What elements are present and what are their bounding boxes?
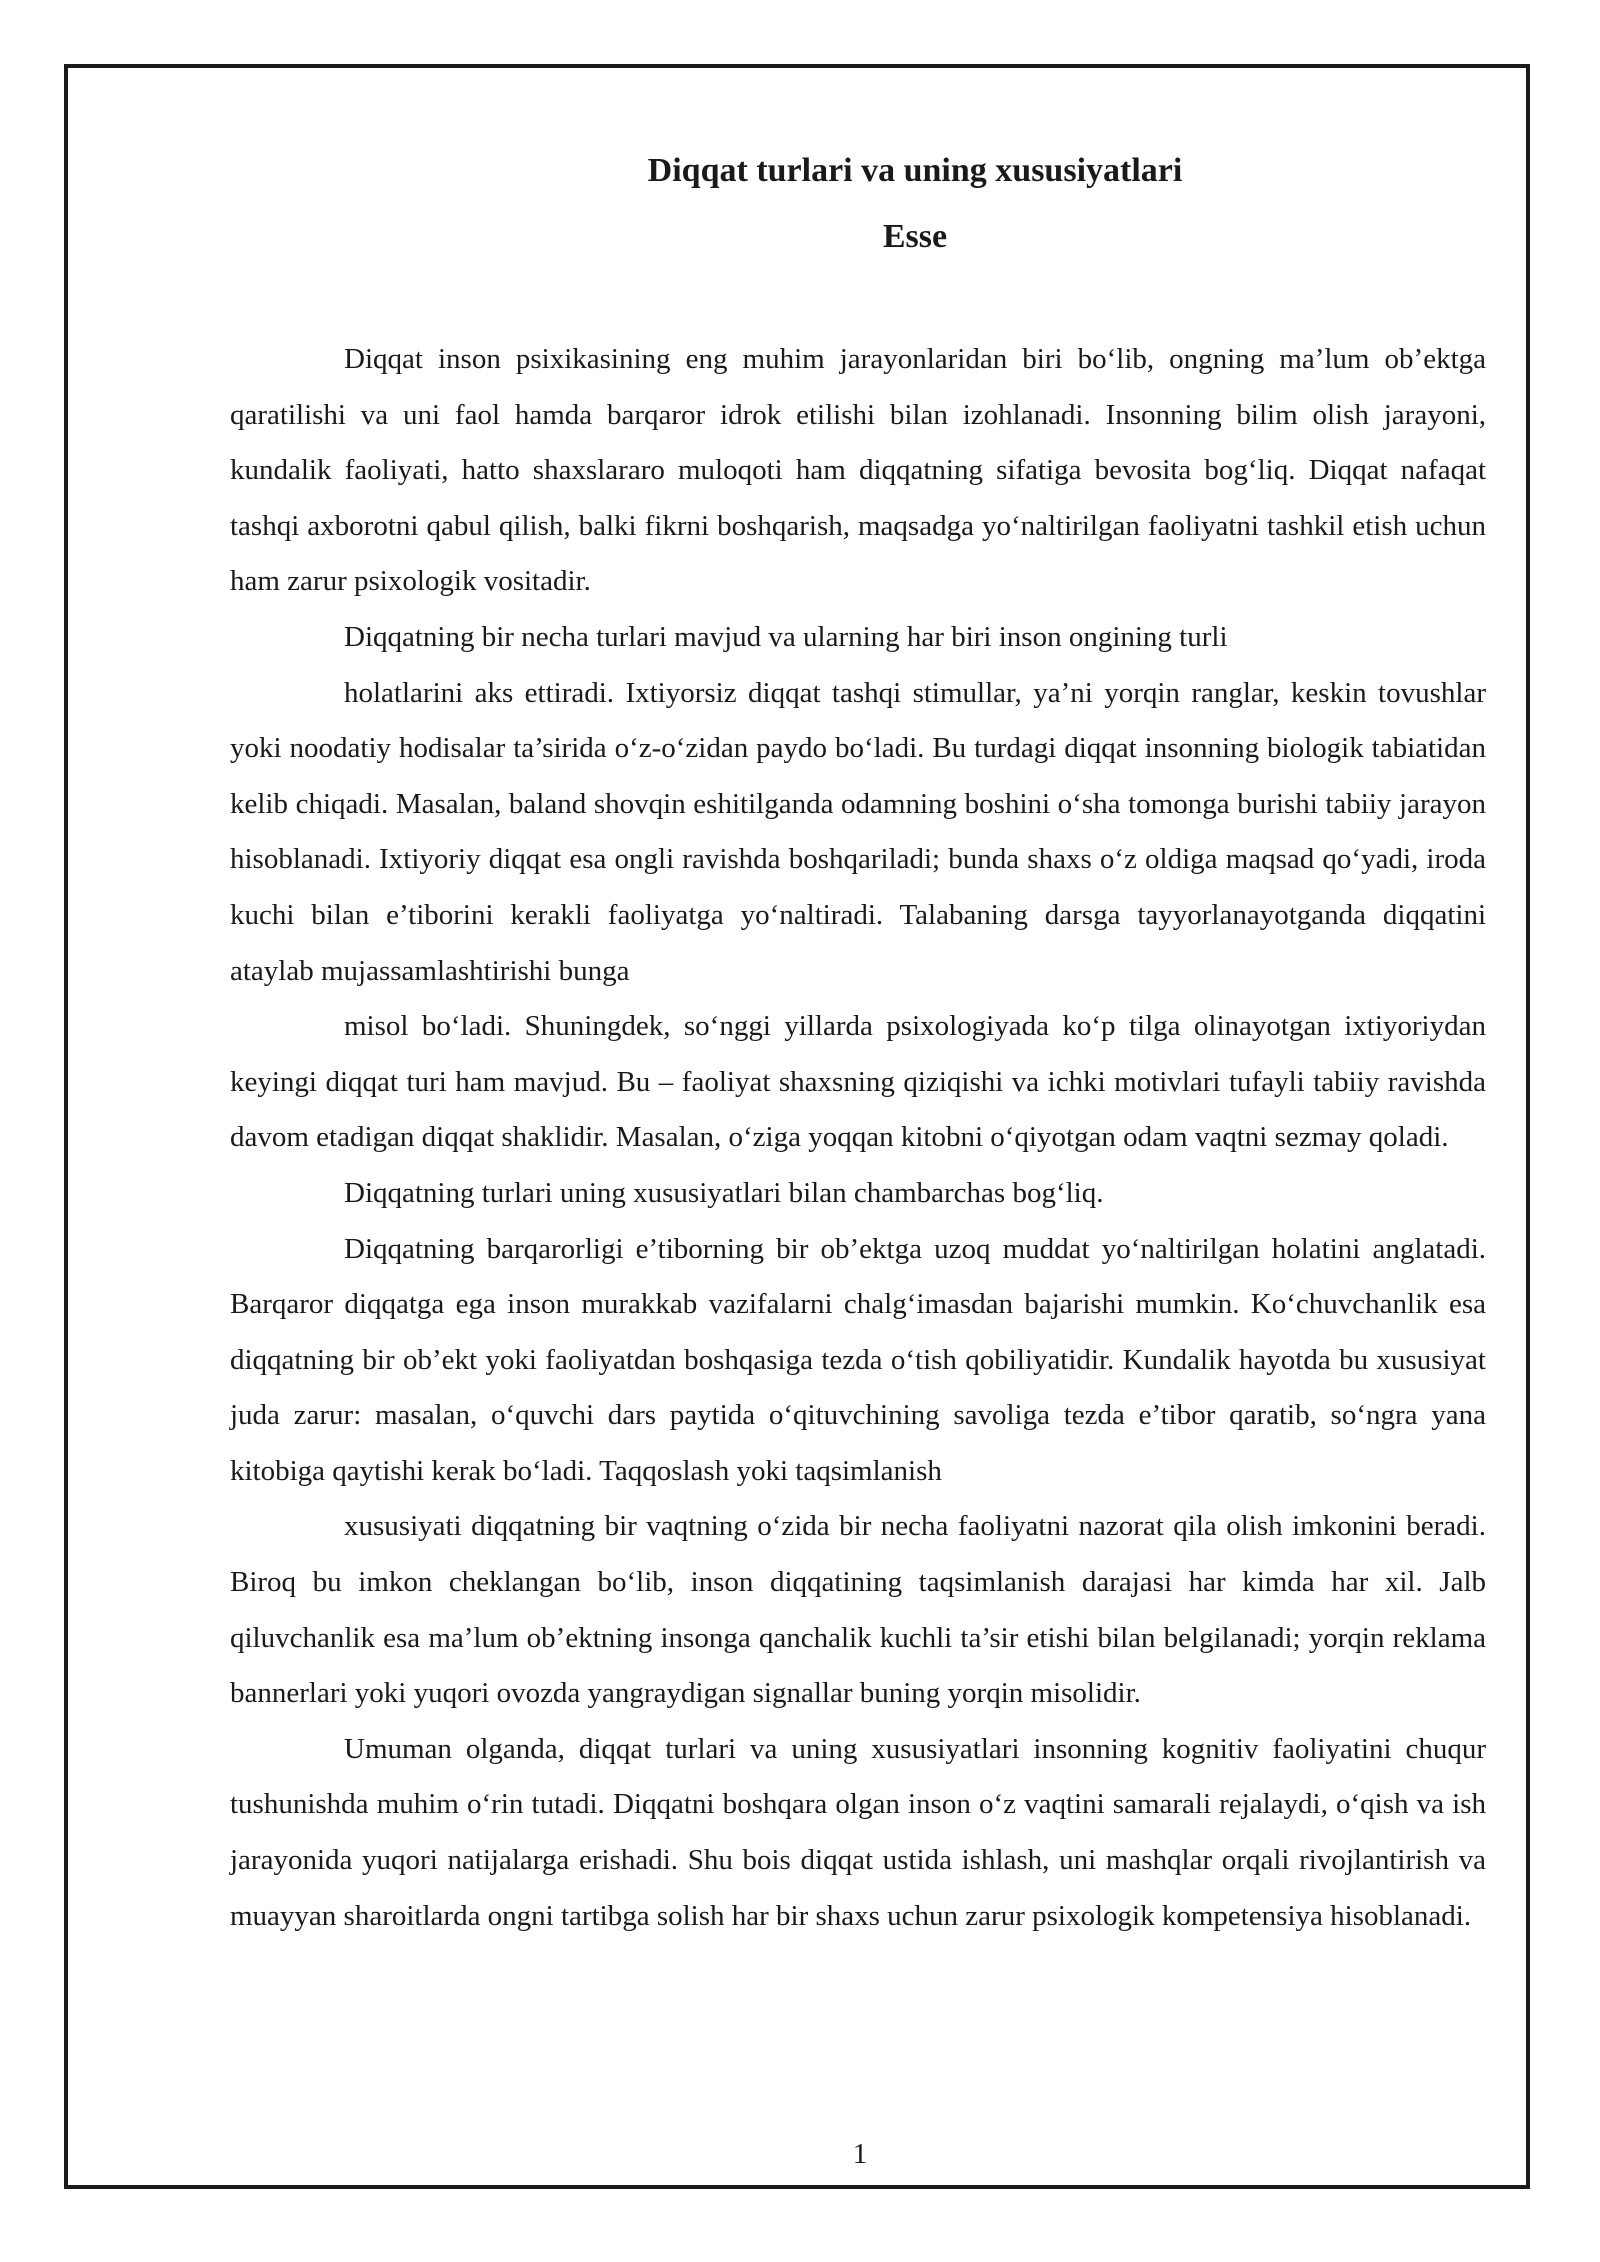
paragraph-distribution: xususiyati diqqatning bir vaqtning o‘zida bir necha faoliyatni nazorat qila olish imkonini beradi. Biroq bu imkon cheklangan bo‘lib, inson diqqatining taqsimlanish darajasi har kimda har xil. Jalb qiluvchanlik esa ma’lum ob’ektning insonga qanchalik kuchli ta’sir etishi bilan belgilanadi; yorqin reklama bannerlari yoki yuqori ovozda yangraydigan signallar buning yorqin misolidir.	[230, 1510, 1486, 1710]
page-number: 1	[852, 2138, 868, 2170]
document-title: Diqqat turlari va uning xususiyatlari	[647, 152, 1183, 189]
paragraph-types-intro: Diqqatning bir necha turlari mavjud va ularning har biri inson ongining turli	[344, 620, 1228, 653]
paragraph-post-voluntary: misol bo‘ladi. Shuningdek, so‘nggi yillarda psixologiyada ko‘p tilga olinayotgan ixtiyoriydan keyingi diqqat turi ham mavjud. Bu – faoliyat shaxsning qiziqishi va ichki motivlari tufayli tabiiy ravishda davom etadigan diqqat shaklidir. Masalan, o‘ziga yoqqan kitobni o‘qiyotgan odam vaqtni sezmay qoladi.	[230, 1010, 1486, 1154]
paragraph-properties-intro: Diqqatning turlari uning xususiyatlari bilan chambarchas bog‘liq.	[344, 1176, 1104, 1209]
paragraph-intro: Diqqat inson psixikasining eng muhim jarayonlaridan biri bo‘lib, ongning ma’lum ob’ektga qaratilishi va uni faol hamda barqaror idrok etilishi bilan izohlanadi. Insonning bilim olish jarayoni, kundalik faoliyati, hatto shaxslararo muloqoti ham diqqatning sifatiga bevosita bog‘liq. Diqqat nafaqat tashqi axborotni qabul qilish, balki fikrni boshqarish, maqsadga yo‘naltirilgan faoliyatni tashkil etish uchun ham zarur psixologik vositadir.	[230, 343, 1486, 598]
paragraph-conclusion: Umuman olganda, diqqat turlari va uning xususiyatlari insonning kognitiv faoliyatini chuqur tushunishda muhim o‘rin tutadi. Diqqatni boshqara olgan inson o‘z vaqtini samarali rejalaydi, o‘qish va ish jarayonida yuqori natijalarga erishadi. Shu bois diqqat ustida ishlash, uni mashqlar orqali rivojlantirish va muayyan sharoitlarda ongni tartibga solish har bir shaxs uchun zarur psixologik kompetensiya hisoblanadi.	[230, 1732, 1486, 1932]
paragraph-stability: Diqqatning barqarorligi e’tiborning bir ob’ektga uzoq muddat yo‘naltirilgan holatini anglatadi. Barqaror diqqatga ega inson murakkab vazifalarni chalg‘imasdan bajarishi mumkin. Ko‘chuvchanlik esa diqqatning bir ob’ekt yoki faoliyatdan boshqasiga tezda o‘tish qobiliyatidir. Kundalik hayotda bu xususiyat juda zarur: masalan, o‘quvchi dars paytida o‘qituvchining savoliga tezda e’tibor qaratib, so‘ngra yana kitobiga qaytishi kerak bo‘ladi. Taqqoslash yoki taqsimlanish	[230, 1232, 1486, 1487]
document-body	[230, 332, 1486, 1944]
paragraph-types: holatlarini aks ettiradi. Ixtiyorsiz diqqat tashqi stimullar, ya’ni yorqin ranglar, keskin tovushlar yoki noodatiy hodisalar ta’sirida o‘z-o‘zidan paydo bo‘ladi. Bu turdagi diqqat insonning biologik tabiatidan kelib chiqadi. Masalan, baland shovqin eshitilganda odamning boshini o‘sha tomonga burishi tabiiy jarayon hisoblanadi. Ixtiyoriy diqqat esa ongli ravishda boshqariladi; bunda shaxs o‘z oldiga maqsad qo‘yadi, iroda kuchi bilan e’tiborini kerakli faoliyatga yo‘naltiradi. Talabaning darsga tayyorlanayotganda diqqatini ataylab mujassamlashtirishi bunga	[230, 676, 1486, 987]
document-subtitle: Esse	[882, 218, 948, 255]
